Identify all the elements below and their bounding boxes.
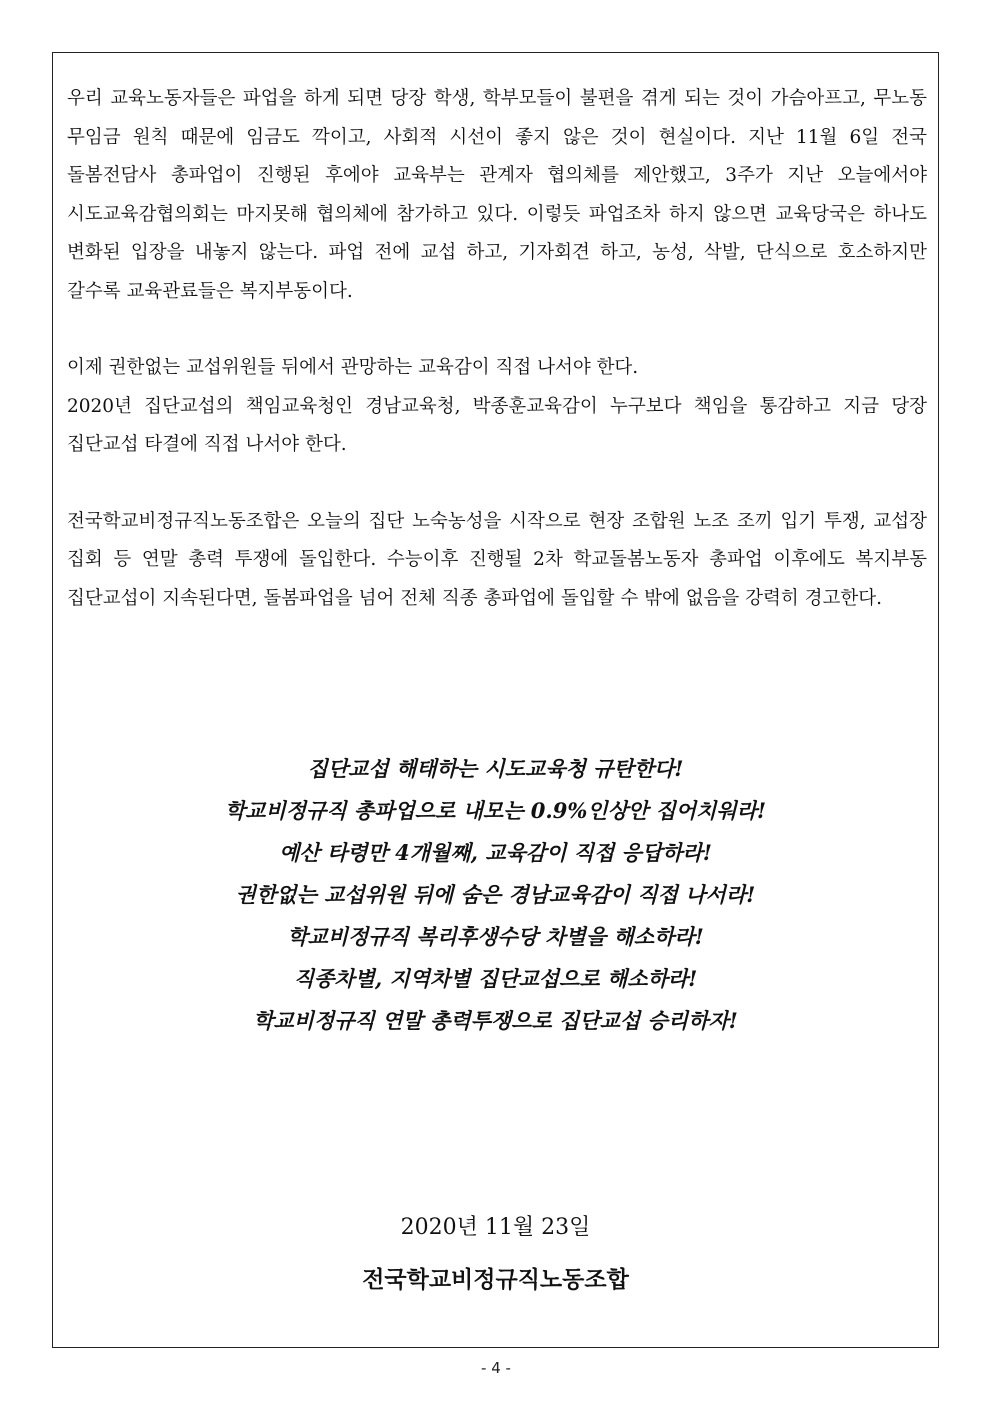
statement-date: 2020년 11월 23일 [400,1215,591,1240]
slogan-list [52,748,939,1042]
paragraph-strike-reality: 우리 교육노동자들은 파업을 하게 되면 당장 학생, 학부모들이 불편을 겪게 되는 것이 가슴아프고, 무노동 무임금 원칙 때문에 임금도 깍이고, 사회적 시선이 좋지 않은 것이 현실이다. 지난 11월 6일 전국 돌봄전담사 총파업이 진행된 후에야 교육부는 관계자 협의체를 제안했고, 3주가 지난 오늘에서야 시도교육감협의회는 마지못해 협의체에 참가하고 있다. 이렇듯 파업조차 하지 않으면 교육당국은 하나도 변화된 입장을 내놓지 않는다. 파업 전에 교섭 하고, 기자회견 하고, 농성, 삭발, 단식으로 호소하지만 갈수록 교육관료들은 복지부동이다. [67,88,927,302]
paragraph-struggle-warning: 전국학교비정규직노동조합은 오늘의 집단 노숙농성을 시작으로 현장 조합원 노조 조끼 입기 투쟁, 교섭장 집회 등 연말 총력 투쟁에 돌입한다. 수능이후 진행될 2차 학교돌봄노동자 총파업 이후에도 복지부동 집단교섭이 지속된다면, 돌봄파업을 넘어 전체 직종 총파업에 돌입할 수 밖에 없음을 강력히 경고한다. [67,510,927,609]
slogan-item: 학교비정규직 복리후생수당 차별을 해소하라! [287,924,704,949]
slogan-item: 직종차별, 지역차별 집단교섭으로 해소하라! [293,966,698,991]
paragraph-superintendent-demand: 이제 권한없는 교섭위원들 뒤에서 관망하는 교육감이 직접 나서야 한다. [67,357,639,378]
statement-body [67,80,927,618]
slogan-item: 예산 타령만 4개월째, 교육감이 직접 응답하라! [279,840,712,865]
page-number: - 4 - [481,1359,511,1377]
paragraph-gyeongnam-responsibility: 2020년 집단교섭의 책임교육청인 경남교육청, 박종훈교육감이 누구보다 책임을 통감하고 지금 당장 집단교섭 타결에 직접 나서야 한다. [67,395,927,455]
slogan-item: 학교비정규직 총파업으로 내모는 0.9%인상안 집어치워라! [224,798,767,823]
slogan-item: 권한없는 교섭위원 뒤에 숨은 경남교육감이 직접 나서라! [235,882,756,907]
organization-name: 전국학교비정규직노동조합 [362,1266,629,1293]
slogan-item: 집단교섭 해태하는 시도교육청 규탄한다! [307,756,684,781]
slogan-item: 학교비정규직 연말 총력투쟁으로 집단교섭 승리하자! [253,1008,738,1033]
